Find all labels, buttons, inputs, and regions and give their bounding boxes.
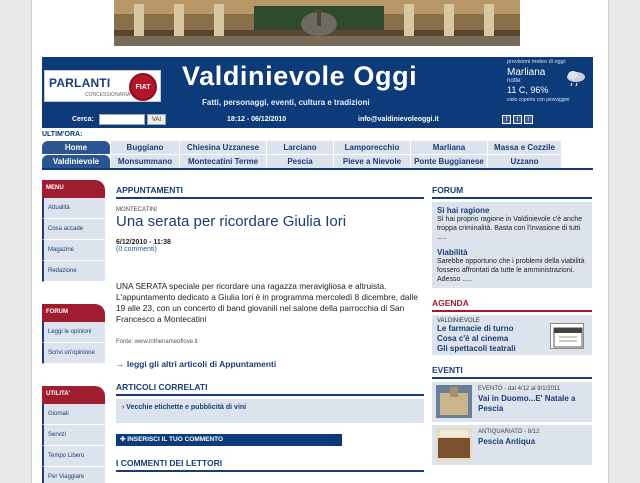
- sponsor-banner[interactable]: [44, 70, 161, 102]
- nav-massa-e-cozzile[interactable]: Massa e Cozzile: [488, 141, 561, 154]
- nav-buggiano[interactable]: Buggiano: [111, 141, 179, 154]
- sidebar-item-servizi[interactable]: Servizi: [42, 425, 105, 446]
- plus-icon: ✚: [120, 436, 126, 443]
- nav-lamporecchio[interactable]: Lamporecchio: [334, 141, 410, 154]
- sidebar-item-scrivi-opinione[interactable]: Scrivi un'opinione: [42, 343, 105, 364]
- event-item[interactable]: [432, 382, 592, 422]
- menu-heading: MENU: [42, 180, 105, 198]
- current-datetime: 18:12 - 06/12/2010: [227, 116, 287, 123]
- event-thumbnail: [436, 428, 472, 461]
- nav-divider: [42, 168, 593, 170]
- agenda-link-cinema[interactable]: Cosa c'è al cinema: [437, 334, 509, 343]
- nav-larciano[interactable]: Larciano: [267, 141, 333, 154]
- search-input[interactable]: [99, 114, 145, 125]
- sidebar-item-giornali[interactable]: Giornali: [42, 404, 105, 425]
- sidebar-item-attualita[interactable]: Attualità: [42, 198, 105, 219]
- nav-row-2: [42, 154, 593, 168]
- menu-box: [42, 180, 105, 282]
- forum-post-text: Sì hai proprio ragione in Valdinievole c'è anche troppa criminalità. Basta con l'invasione di tutti .....: [437, 216, 583, 241]
- nav-uzzano[interactable]: Uzzano: [488, 155, 561, 168]
- nav-monsummano[interactable]: Monsummano: [111, 155, 179, 168]
- header-photo: [114, 0, 520, 46]
- event-meta: EVENTO - dal 4/12 al 9/1/2011: [478, 386, 561, 392]
- nav-home[interactable]: Home: [42, 141, 110, 154]
- right-column: [432, 185, 592, 465]
- utility-heading: UTILITA': [42, 386, 105, 404]
- event-item[interactable]: [432, 425, 592, 465]
- forum-side-box: [42, 304, 105, 364]
- page: [31, 0, 609, 483]
- forum-post-text: Sarebbe opportuno che i problemi della viabilità fossero affrontati da tutte le amministrazioni. Adesso .....: [437, 258, 585, 283]
- breaking-news-label: ULTIM'ORA:: [42, 131, 83, 138]
- sidebar-item-magazine[interactable]: Magazine: [42, 240, 105, 261]
- weather-period: notte:: [507, 78, 523, 84]
- event-title[interactable]: Vai in Duomo...E' Natale a Pescia: [478, 394, 576, 413]
- site-tagline: Fatti, personaggi, eventi, cultura e tradizioni: [202, 98, 370, 107]
- nav-marliana[interactable]: Marliana: [411, 141, 487, 154]
- related-item-link[interactable]: Vecchie etichette e pubblicità di vini: [126, 404, 247, 411]
- sidebar-item-tempo-libero[interactable]: Tempo Libero: [42, 446, 105, 467]
- section-heading[interactable]: APPUNTAMENTI: [116, 185, 424, 199]
- more-articles-link[interactable]: → leggi gli altri articoli di Appuntamenti: [116, 359, 277, 369]
- left-sidebar: [42, 180, 105, 483]
- search-bar: [42, 112, 593, 128]
- article-source: Fonte: www.inthenameoflove.it: [116, 339, 198, 345]
- calendar-icon: [550, 323, 584, 349]
- agenda-kicker: VALDINIEVOLE: [437, 318, 480, 324]
- agenda-link-farmacie[interactable]: Le farmacie di turno: [437, 324, 514, 333]
- insert-comment-label: INSERISCI IL TUO COMMENTO: [127, 436, 224, 443]
- weather-description: cielo coperto con piovviggini: [507, 97, 570, 103]
- cloud-rain-icon: [565, 69, 587, 92]
- forum-box: [432, 202, 592, 288]
- weather-label: previsioni meteo di oggi:: [507, 59, 567, 65]
- sponsor-name: PARLANTI: [49, 76, 111, 90]
- weather-temperature: 11 C, 96%: [507, 85, 549, 95]
- town-nav: [42, 140, 593, 168]
- sidebar-item-leggi-opinioni[interactable]: Leggi le opinioni: [42, 322, 105, 343]
- article-body: UNA SERATA speciale per ricordare una ragazza meravigliosa e altruista. L'appuntamento dedicato a Giulia Iori è in programma mercoledì 8 dicembre, dalle 19 alle 23, con un concerto di band giovanili nel salone della parrocchia di San Francesco a Montecatini: [116, 281, 418, 324]
- article-title: Una serata per ricordare Giulia Iori: [116, 213, 347, 230]
- forum-side-heading: FORUM: [42, 304, 105, 322]
- sponsor-subtitle: CONCESSIONARIA: [85, 92, 131, 98]
- bullet-icon: ›: [122, 404, 125, 411]
- sidebar-item-per-viaggiare[interactable]: Per Viaggiare: [42, 467, 105, 483]
- events-heading: EVENTI: [432, 365, 592, 379]
- reader-comments-heading: I COMMENTI DEI LETTORI: [116, 458, 424, 472]
- utility-box: [42, 386, 105, 483]
- article-kicker: MONTECATINI: [116, 207, 157, 213]
- insert-comment-button[interactable]: [116, 434, 342, 446]
- main-content: [116, 185, 424, 472]
- search-label: Cerca:: [72, 116, 94, 123]
- event-thumbnail: [436, 385, 472, 418]
- search-button[interactable]: VAI: [147, 114, 166, 125]
- rss-icon[interactable]: r: [524, 115, 533, 124]
- related-box: [116, 399, 424, 423]
- forum-post-title[interactable]: Sì hai ragione: [437, 206, 490, 215]
- sidebar-item-cosa-accade[interactable]: Cosa accade: [42, 219, 105, 240]
- nav-chiesina-uzzanese[interactable]: Chiesina Uzzanese: [180, 141, 266, 154]
- nav-row-1: [42, 140, 593, 154]
- article-date: 6/12/2010 - 11:38: [116, 239, 171, 246]
- nav-montecatini-terme[interactable]: Montecatini Terme: [180, 155, 266, 168]
- reader-comments: [116, 458, 424, 472]
- weather-city: Marliana: [507, 67, 546, 78]
- facebook-icon[interactable]: f: [502, 115, 511, 124]
- related-heading: ARTICOLI CORRELATI: [116, 382, 424, 396]
- event-meta: ANTIQUARIATO - 8/12: [478, 429, 540, 435]
- nav-ponte-buggianese[interactable]: Ponte Buggianese: [411, 155, 487, 168]
- social-icons: [502, 115, 533, 124]
- nav-pescia[interactable]: Pescia: [267, 155, 333, 168]
- site-title[interactable]: Valdinievole Oggi: [182, 61, 418, 91]
- nav-pieve-a-nievole[interactable]: Pieve a Nievole: [334, 155, 410, 168]
- agenda-box: [432, 315, 592, 355]
- sidebar-item-redazione[interactable]: Redazione: [42, 261, 105, 282]
- nav-valdinievole[interactable]: Valdinievole: [42, 155, 110, 168]
- twitter-icon[interactable]: t: [513, 115, 522, 124]
- agenda-heading: AGENDA: [432, 298, 592, 312]
- forum-post-title[interactable]: Viabilità: [437, 248, 468, 257]
- weather-widget: [507, 59, 593, 119]
- related-articles: [116, 382, 424, 423]
- comments-count-link[interactable]: (0 commenti): [116, 246, 157, 253]
- forum-heading[interactable]: FORUM: [432, 185, 592, 199]
- agenda-link-teatro[interactable]: Gli spettacoli teatrali: [437, 344, 516, 353]
- contact-email-link[interactable]: info@valdinievoleoggi.it: [358, 116, 439, 123]
- fiat-logo: FIAT: [129, 73, 157, 101]
- event-title[interactable]: Pescia Antiqua: [478, 437, 536, 446]
